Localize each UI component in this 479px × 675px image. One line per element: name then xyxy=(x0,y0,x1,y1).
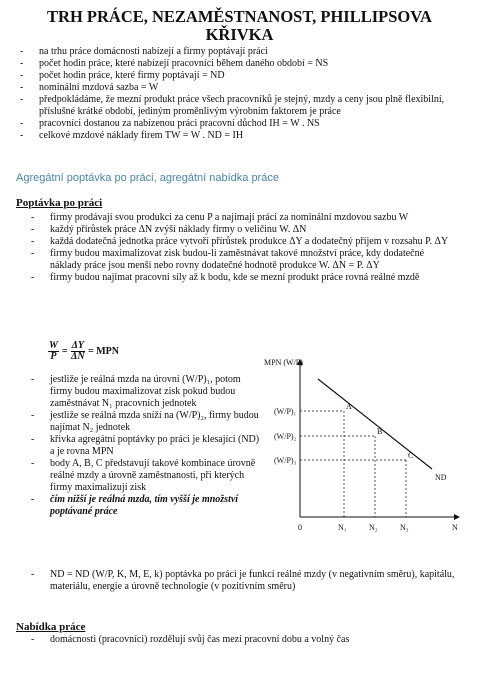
intro-list xyxy=(39,46,459,142)
title-line-2: KŘIVKA xyxy=(205,25,274,44)
section-heading: Agregátní poptávka po práci, agregátní nabídka práce xyxy=(16,172,279,184)
fraction-dy-dn xyxy=(71,341,85,362)
title-line-1: TRH PRÁCE, NEZAMĚSTNANOST, PHILLIPSOVA xyxy=(47,7,432,26)
labor-demand-graph xyxy=(262,354,467,539)
supply-list xyxy=(50,634,455,646)
x-tick-label: N₂ xyxy=(369,523,378,532)
page-title xyxy=(0,8,479,44)
equals-sign: = xyxy=(61,346,68,357)
x-tick-label: N₃ xyxy=(400,523,409,532)
demand-heading: Poptávka po práci xyxy=(16,197,103,209)
list-item: - jestliže se reálná mzda sníží na (W/P)₂, firmy budou najímat N₂ jednotek xyxy=(50,410,260,434)
list-item: - domácnosti (pracovníci) rozdělují svůj čas mezi pracovní dobu a volný čas xyxy=(50,634,455,646)
supply-heading: Nabídka práce xyxy=(16,621,86,633)
list-item: - body A, B, C představují takové kombinace úrovně reálné mzdy a úrovně zaměstnanosti, při kterých firmy maximalizují zisk xyxy=(50,458,260,494)
demand-list xyxy=(50,212,455,284)
y-tick-label: (W/P)₁ xyxy=(274,407,297,416)
nd-function-list xyxy=(50,569,455,593)
x-tick-label: N₁ xyxy=(338,523,347,532)
list-item: - křivka agregátní poptávky po práci je klesající (ND) a je rovna MPN xyxy=(50,434,260,458)
nd-curve-label: ND xyxy=(435,473,447,482)
list-item: - jestliže je reálná mzda na úrovni (W/P)₁, potom firmy budou maximalizovat zisk pokud budou zaměstnávat N₁ pracovních jednotek xyxy=(50,374,260,410)
list-item: - pracovníci dostanou za nabízenou práci pracovní důchod IH = W . NS xyxy=(39,118,459,130)
formula-result: = MPN xyxy=(88,346,119,357)
list-item: - celkové mzdové náklady firem TW = W . ND = IH xyxy=(39,130,459,142)
point-label-c: C xyxy=(408,451,414,460)
denominator: P xyxy=(50,351,57,362)
list-item: - ND = ND (W/P, K, M, E, k) poptávka po práci je funkcí reálné mzdy (v negativním směru), kapitálu, materiálu, energie a úrovně technologie (v pozitivním směru) xyxy=(50,569,455,593)
numerator: W xyxy=(49,340,58,351)
fraction-w-p xyxy=(48,341,59,362)
origin-label: 0 xyxy=(298,523,302,532)
list-item: - firmy budou maximalizovat zisk budou-li zaměstnávat takové množství práce, kdy dodatečné náklady práce jsou menší nebo rovny dodatečné hodnotě produkce W. ΔN = P. ΔY xyxy=(50,248,455,272)
x-axis-label: N xyxy=(452,523,458,532)
list-item: - firmy budou najímat pracovní síly až k bodu, kde se mezní produkt práce rovná reálné mzdě xyxy=(50,272,455,284)
list-item: - nominální mzdová sazba = W xyxy=(39,82,459,94)
y-tick-label: (W/P)₃ xyxy=(274,456,297,465)
denominator: ΔN xyxy=(71,351,85,362)
y-axis-label: MPN (W/P) xyxy=(264,358,303,367)
point-label-b: B xyxy=(377,427,383,436)
point-label-a: A xyxy=(346,402,352,411)
list-item: - každá dodatečná jednotka práce vytvoří přírůstek produkce ΔY a dodatečný příjem v rozsahu P. ΔY xyxy=(50,236,455,248)
real-wage-list xyxy=(50,374,260,518)
list-item: - počet hodin práce, které nabízejí pracovníci během daného období = NS xyxy=(39,58,459,70)
list-item: - firmy prodávají svou produkci za cenu P a najímají práci za nominální mzdovou sazbu W xyxy=(50,212,455,224)
list-item: - předpokládáme, že mezní produkt práce všech pracovníků je stejný, mzdy a ceny jsou plně flexibilní, příslušné krátké období, jediným proměnlivým výrobním faktorem je práce xyxy=(39,94,459,118)
nd-curve xyxy=(318,379,432,469)
list-item: - každý přírůstek práce ΔN zvýší náklady firmy o veličinu W. ΔN xyxy=(50,224,455,236)
list-item: - na trhu práce domácnosti nabízejí a firmy poptávají práci xyxy=(39,46,459,58)
list-item: - počet hodin práce, které firmy poptávají = ND xyxy=(39,70,459,82)
list-item: - čím nižší je reálná mzda, tím vyšší je množství poptávané práce xyxy=(50,494,260,518)
y-tick-label: (W/P)₂ xyxy=(274,432,297,441)
mpn-formula xyxy=(48,341,119,362)
numerator: ΔY xyxy=(71,340,84,351)
